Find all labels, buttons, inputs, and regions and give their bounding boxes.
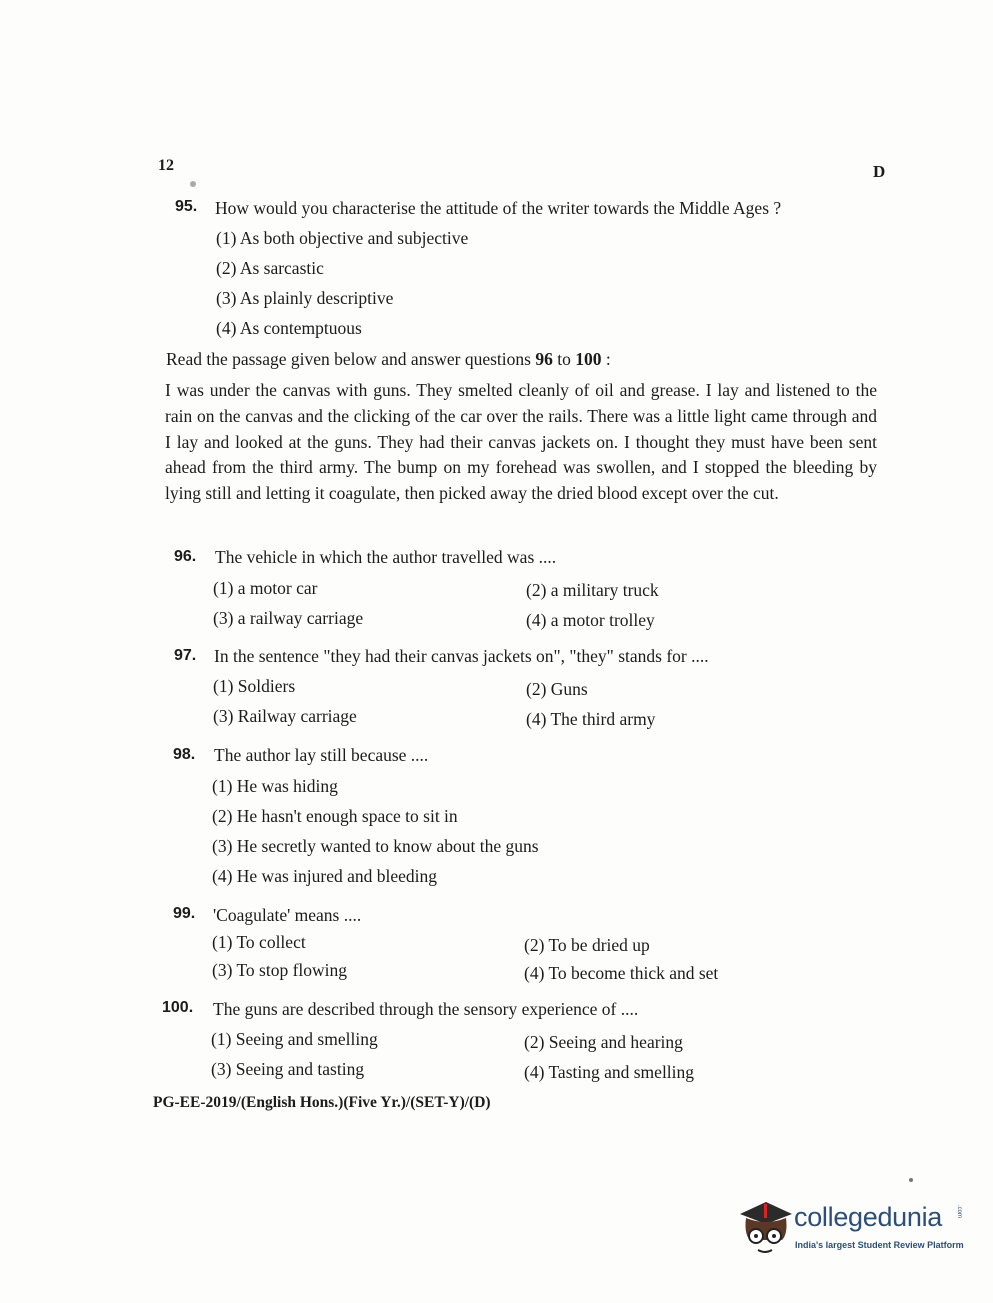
- question-number: 98.: [173, 746, 196, 763]
- paper-code-footer: PG-EE-2019/(English Hons.)(Five Yr.)/(SET-Y)/(D): [153, 1094, 491, 1111]
- scan-speck: [909, 1178, 913, 1182]
- option-1: (1) To collect: [212, 932, 306, 952]
- option-4: (4) Tasting and smelling: [524, 1062, 695, 1082]
- option-3: (3) a railway carriage: [213, 608, 364, 628]
- option-1: (1) He was hiding: [212, 776, 338, 796]
- passage-intro: Read the passage given below and answer questions 96 to 100 :: [166, 349, 611, 369]
- option-2: (2) Guns: [526, 679, 588, 699]
- page-number: 12: [158, 157, 174, 174]
- option-1: (1) As both objective and subjective: [216, 228, 469, 248]
- option-3: (3) To stop flowing: [212, 960, 348, 980]
- option-2: (2) Seeing and hearing: [524, 1032, 683, 1052]
- question-number: 99.: [173, 905, 196, 922]
- option-2: (2) As sarcastic: [216, 258, 324, 278]
- question-number: 97.: [174, 647, 197, 664]
- option-4: (4) As contemptuous: [216, 318, 362, 338]
- option-4: (4) To become thick and set: [524, 963, 719, 983]
- option-4: (4) The third army: [526, 709, 656, 729]
- question-text: How would you characterise the attitude of the writer towards the Middle Ages ?: [215, 198, 782, 218]
- option-2: (2) a military truck: [526, 580, 659, 600]
- option-2: (2) To be dried up: [524, 935, 650, 955]
- option-1: (1) Seeing and smelling: [211, 1029, 378, 1049]
- brand-name: collegedunia: [794, 1202, 943, 1232]
- question-number: 95.: [175, 198, 198, 215]
- option-3: (3) Railway carriage: [213, 706, 357, 726]
- option-1: (1) a motor car: [213, 578, 318, 598]
- option-3: (3) As plainly descriptive: [216, 288, 394, 308]
- option-3: (3) Seeing and tasting: [211, 1059, 365, 1079]
- option-3: (3) He secretly wanted to know about the guns: [212, 836, 539, 856]
- brand-com: .com: [956, 1205, 962, 1219]
- collegedunia-watermark: [736, 1196, 966, 1258]
- option-4: (4) a motor trolley: [526, 610, 655, 630]
- passage-text: I was under the canvas with guns. They smelted cleanly of oil and grease. I lay and listened to the rain on the canvas and the clicking of the car over the rails. There was a little light came through and I lay and looked at the guns. They had their canvas jackets on. I thought they must have been sent ahead from the third army. The bump on my forehead was swollen, and I stopped the bleeding by lying still and letting it coagulate, then picked away the dried blood except over the cut.: [165, 380, 877, 504]
- brand-tagline: India's largest Student Review Platform: [795, 1240, 964, 1250]
- option-1: (1) Soldiers: [213, 676, 296, 696]
- question-text: The guns are described through the sensory experience of ....: [213, 999, 639, 1019]
- question-text: In the sentence "they had their canvas jackets on", "they" stands for ....: [214, 646, 709, 666]
- question-number: 96.: [174, 548, 197, 565]
- mascot-icon: [736, 1196, 796, 1258]
- set-code: D: [873, 162, 886, 181]
- option-4: (4) He was injured and bleeding: [212, 866, 437, 886]
- question-number: 100.: [162, 999, 194, 1016]
- question-text: The author lay still because ....: [214, 745, 429, 765]
- option-2: (2) He hasn't enough space to sit in: [212, 806, 458, 826]
- scan-speck: [190, 181, 196, 187]
- question-text: 'Coagulate' means ....: [213, 905, 362, 925]
- question-text: The vehicle in which the author travelled was ....: [215, 547, 557, 567]
